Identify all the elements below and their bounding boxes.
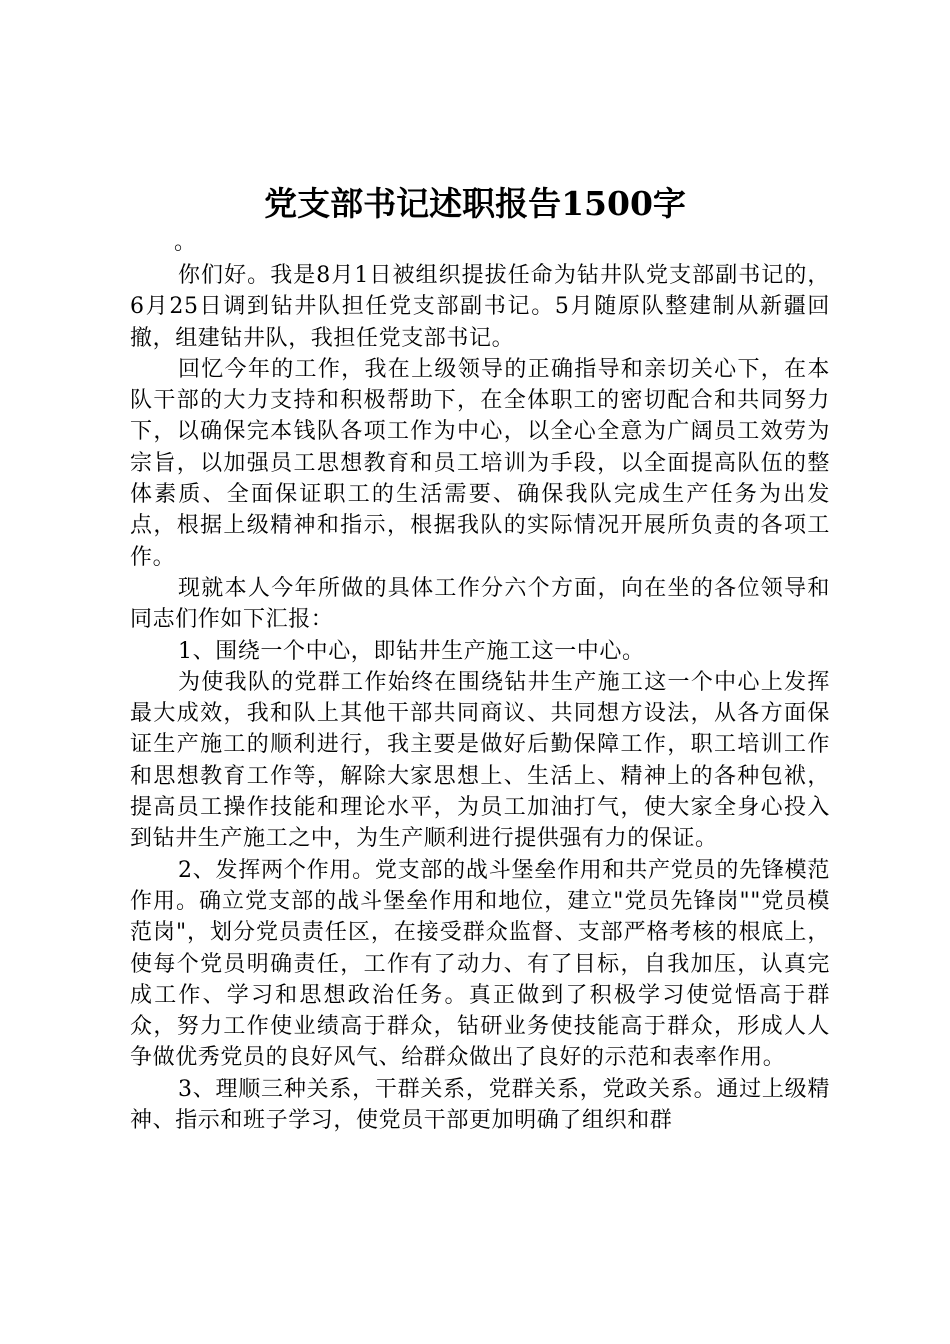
paragraph-heading-1: 1、围绕一个中心，即钻井生产施工这一中心。	[178, 638, 645, 664]
paragraph-section-1: 为使我队的党群工作始终在围绕钻井生产施工这一个中心上发挥最大成效，我和队上其他干部共同商议、共同想方设法，从各方面保证生产施工的顺利进行，我主要是做好后勤保障工作，职工培训工作和思想教育工作等，解除大家思想上、生活上、精神上的各种包袱，提高员工操作技能和理论水平，为员工加油打气，使大家全身心投入到钻井生产施工之中，为生产顺利进行提供强有力的保证。	[130, 669, 830, 852]
paragraph-section-2: 2、发挥两个作用。党支部的战斗堡垒作用和共产党员的先锋模范作用。确立党支部的战斗堡垒作用和地位，建立"党员先锋岗""党员模范岗"，划分党员责任区，在接受群众监督、支部严格考核的根底上，使每个党员明确责任，工作有了动力、有了目标，自我加压，认真完成工作、学习和思想政治任务。真正做到了积极学习使觉悟高于群众，努力工作使业绩高于群众，钻研业务使技能高于群众，形成人人争做优秀党员的良好风气、给群众做出了良好的示范和表率作用。	[130, 857, 830, 1071]
greeting-mark: 。	[174, 230, 197, 255]
paragraph-review: 回忆今年的工作，我在上级领导的正确指导和亲切关心下，在本队干部的大力支持和积极帮助下，在全体职工的密切配合和共同努力下，以确保完本钱队各项工作为中心，以全心全意为广阔员工效劳为宗旨，以加强员工思想教育和员工培训为手段，以全面提高队伍的整体素质、全面保证职工的生活需要、确保我队完成生产任务为出发点，根据上级精神和指示，根据我队的实际情况开展所负责的各项工作。	[130, 356, 830, 570]
paragraph-greeting: 你们好。我是8月1日被组织提拔任命为钻井队党支部副书记的，6月25日调到钻井队担任党支部副书记。5月随原队整建制从新疆回撤，组建钻井队，我担任党支部书记。	[130, 263, 830, 351]
document-body	[130, 232, 830, 1136]
document-title: 党支部书记述职报告1500字	[264, 184, 686, 223]
paragraph-report-intro: 现就本人今年所做的具体工作分六个方面，向在坐的各位领导和同志们作如下汇报：	[130, 575, 830, 633]
paragraph-section-3: 3、理顺三种关系，干群关系，党群关系，党政关系。通过上级精神、指示和班子学习，使党员干部更加明确了组织和群	[130, 1076, 830, 1134]
